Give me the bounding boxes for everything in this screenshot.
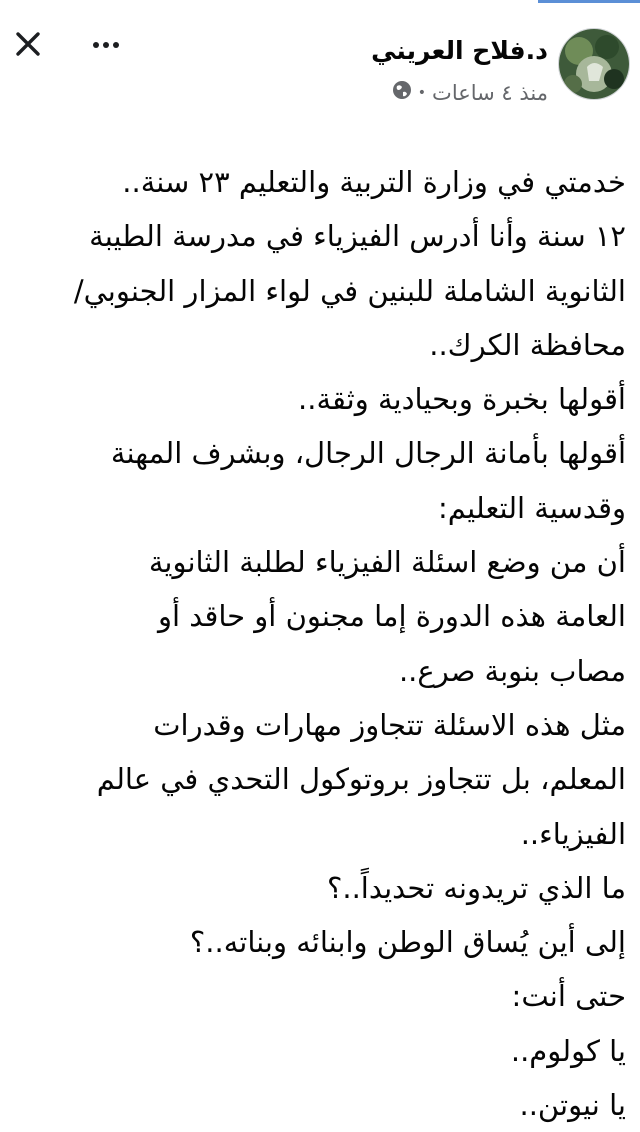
post-text-line: مثل هذه الاسئلة تتجاوز مهارات وقدرات — [153, 707, 626, 742]
post-text-line: المعلم، بل تتجاوز بروتوكول التحدي في عالم — [96, 762, 626, 797]
post-text-line: أقولها بخبرة وبحيادية وثقة.. — [298, 382, 626, 417]
post-text-line: ١٢ سنة وأنا أدرس الفيزياء في مدرسة الطيبة — [89, 219, 626, 254]
post-text-line: أن من وضع اسئلة الفيزياء لطلبة الثانوية — [148, 545, 626, 580]
post-header — [0, 18, 640, 128]
more-dots-icon — [91, 35, 121, 54]
top-progress-line — [0, 0, 640, 8]
close-icon — [15, 31, 41, 61]
post-text-line: الثانوية الشاملة للبنين في لواء المزار الجنوبي/ — [73, 273, 626, 308]
post-text-line: إلى أين يُساق الوطن وابنائه وبناته..؟ — [189, 925, 626, 960]
top-progress-segment — [538, 0, 640, 3]
post-text-line: أقولها بأمانة الرجال الرجال، وبشرف المهنة — [110, 436, 626, 471]
author-avatar[interactable] — [558, 28, 630, 100]
post-text-line: الفيزياء.. — [520, 816, 626, 851]
post-text-line: وقدسية التعليم: — [438, 490, 626, 525]
post-text-line: خدمتي في وزارة التربية والتعليم ٢٣ سنة.. — [122, 165, 626, 199]
post-text-line: يا نيوتن.. — [519, 1088, 626, 1123]
meta-separator: • — [417, 84, 427, 101]
post-meta — [392, 80, 548, 105]
post-time[interactable]: منذ ٤ ساعات — [432, 80, 548, 105]
close-button[interactable] — [8, 26, 48, 66]
post-text-line: يا كولوم.. — [510, 1033, 626, 1068]
post-text-line: ما الذي تريدونه تحديداً..؟ — [326, 870, 626, 905]
globe-icon — [392, 80, 412, 105]
more-options-button[interactable] — [84, 26, 128, 62]
post-text-line: مصاب بنوبة صرع.. — [398, 653, 626, 688]
post-text-line: محافظة الكرك.. — [429, 327, 626, 362]
post-text-line: حتى أنت: — [511, 979, 626, 1014]
post-text-line: العامة هذه الدورة إما مجنون أو حاقد أو — [157, 599, 626, 634]
author-name[interactable]: د.فلاح العريني — [371, 36, 548, 65]
post-text — [14, 155, 626, 1132]
